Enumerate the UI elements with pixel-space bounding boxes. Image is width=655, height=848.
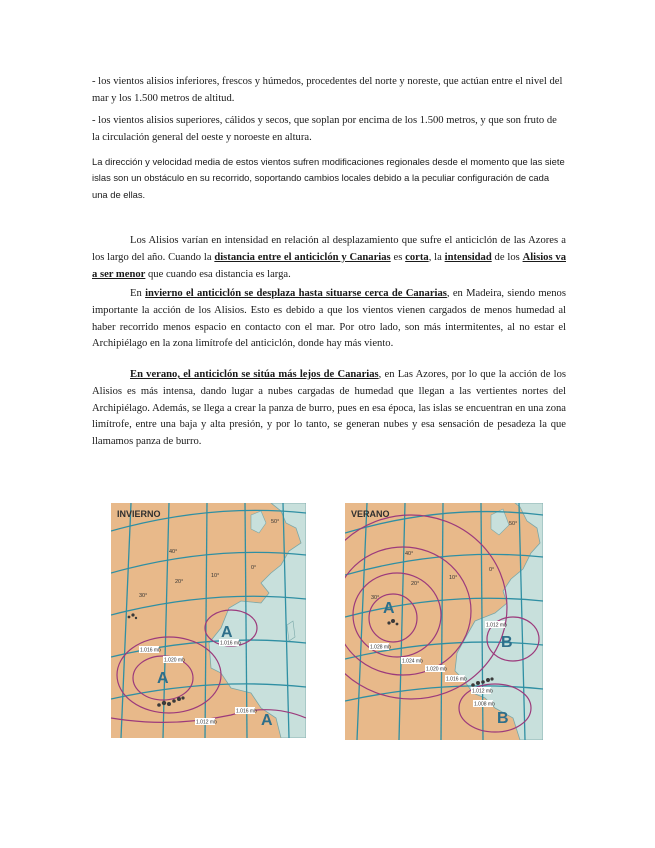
text-run: En — [130, 288, 146, 299]
high-pressure-center: A — [157, 670, 169, 687]
text-run: que cuando esa distancia es larga. — [145, 268, 291, 280]
degree-label: 10° — [449, 575, 458, 581]
isobar-label: 1.028 mb — [370, 644, 391, 651]
isobar-label: 1.012 mb — [472, 688, 493, 695]
isobar-label: 1.024 mb — [402, 658, 423, 665]
isobar-label: 1.016 mb — [236, 708, 257, 715]
low-pressure-center: B — [497, 710, 509, 727]
degree-label: 10° — [211, 573, 220, 579]
degree-label: 20° — [175, 579, 184, 585]
isobar-label: 1.020 mb — [164, 657, 185, 664]
paragraph-summer — [92, 367, 566, 451]
degree-label: 20° — [411, 581, 420, 587]
text-run: es — [390, 251, 406, 263]
paragraph-regional-modifications: La dirección y velocidad media de estos vientos sufren modificaciones regionales desde el momento que las siete islas son un obstáculo en su recorrido, soportando cambios locales debido a la peculiar configuración de cada una de ellas. — [92, 156, 565, 200]
isobar-label: 1.016 mb — [140, 647, 161, 654]
winter-pressure-map — [111, 503, 306, 738]
high-pressure-center: A — [221, 624, 233, 641]
map-title: VERANO — [351, 509, 390, 519]
degree-label: 40° — [169, 549, 178, 555]
isobar-label: 1.016 mb — [220, 640, 241, 647]
text-run: de los — [491, 251, 523, 263]
high-pressure-center: A — [383, 600, 395, 617]
low-pressure-center: B — [501, 634, 513, 651]
emphasis-winter: invierno el anticiclón se desplaza hasta situarse cerca de Canarias — [145, 288, 447, 299]
map-title: INVIERNO — [117, 509, 161, 519]
degree-label: 50° — [271, 519, 280, 525]
isobar-label: 1.016 mb — [446, 676, 467, 683]
isobar-label: 1.020 mb — [426, 666, 447, 673]
degree-label: 0° — [489, 567, 495, 573]
high-pressure-center: A — [261, 712, 273, 729]
degree-label: 30° — [139, 593, 148, 599]
paragraph-intensity — [92, 233, 566, 283]
emphasis-distance: distancia entre el anticiclón y Canarias — [214, 251, 391, 263]
degree-label: 40° — [405, 551, 414, 557]
text-run: , la — [428, 251, 445, 263]
summer-pressure-map — [345, 503, 543, 740]
degree-label: 30° — [371, 595, 380, 601]
emphasis-summer: En verano, el anticiclón se sitúa más lejos de Canarias — [130, 369, 379, 380]
isobar-label: 1.012 mb — [486, 622, 507, 629]
isobar-label: 1.008 mb — [474, 701, 495, 708]
degree-label: 0° — [251, 565, 257, 571]
emphasis-lower-trade-winds: Alisios va a ser menor — [92, 251, 566, 280]
degree-label: 50° — [509, 521, 518, 527]
emphasis-intensity: intensidad — [444, 251, 492, 263]
paragraph-winter — [92, 286, 566, 353]
isobar-label: 1.012 mb — [196, 719, 217, 726]
text-run: Los Alisios varían en intensidad en relación al desplazamiento que sufre el anticiclón de las Azores a los largo del año. Cuando la — [92, 235, 566, 263]
emphasis-short: corta — [405, 251, 429, 263]
paragraph-lower-trade-winds: - los vientos alisios inferiores, frescos y húmedos, procedentes del norte y noreste, que actúan entre el nivel del mar y los 1.500 metros de altitud. — [92, 76, 563, 104]
text-run: , en Las Azores, por lo que la acción de los Alisios es más intensa, dando lugar a nubes cargadas de humedad que llegan a las vertientes nortes del Archipiélago. Además, se llega a crear la panza de burro, pues en esa época, las islas se encuentran en una zona limítrofe, entre una baja y alta presión, y por lo tanto, se generan nubes y esa sensación de pesadeza la que llamamos panza de burro. — [92, 369, 566, 448]
text-run: , en Madeira, siendo menos importante la acción de los Alisios. Esto es debido a que los vientos vienen cargados de menos humedad al haber recorrido menos espacio en contacto con el mar. Por otro lado, son más intermitentes, al no estar el Archipiélago en la zona limítrofe del anticiclón, donde hay más viento. — [92, 288, 566, 350]
paragraph-upper-trade-winds: - los vientos alisios superiores, cálidos y secos, que soplan por encima de los 1.500 metros, y que son fruto de la circulación general del oeste y noroeste en altura. — [92, 115, 557, 143]
